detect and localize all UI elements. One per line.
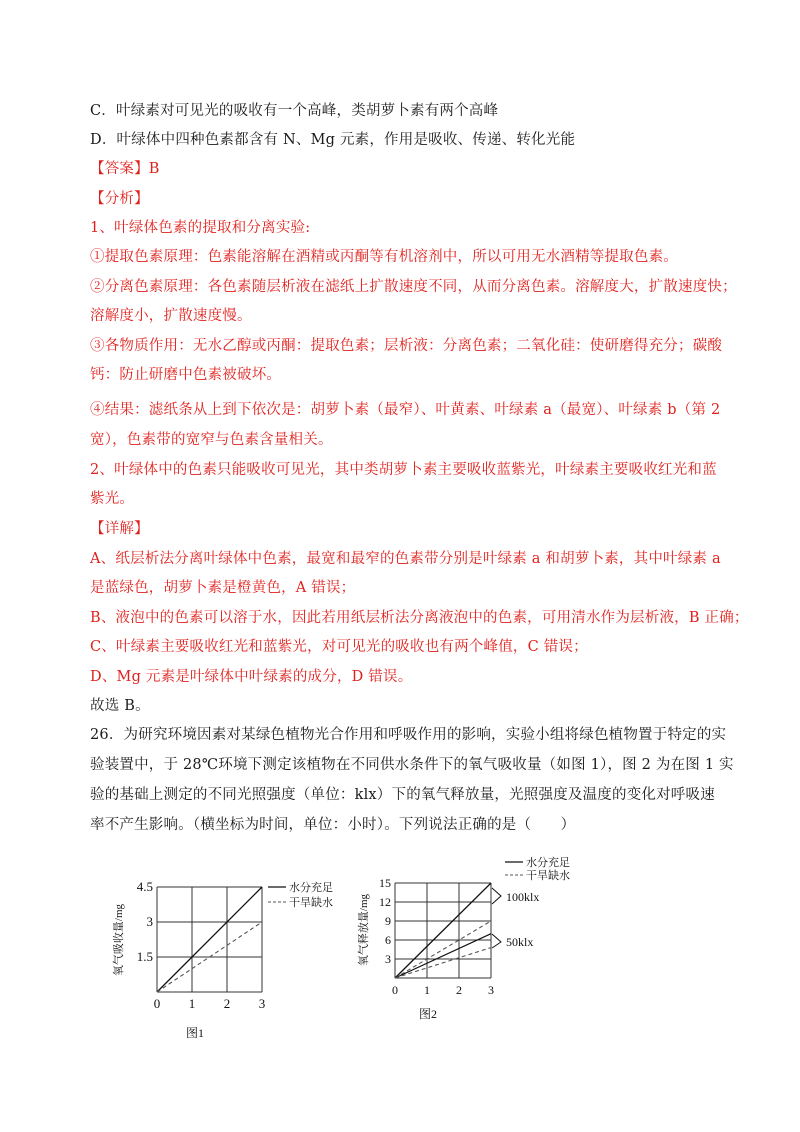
option-d: D．叶绿体中四种色素都含有 N、Mg 元素，作用是吸收、传递、转化光能 [90, 132, 576, 148]
fig2-legend-drought: 干旱缺水 [526, 870, 570, 882]
fig1-series-ample-water [157, 887, 262, 992]
fig1-caption: 图1 [186, 1026, 205, 1040]
fig1-x-tick: 0 [153, 996, 161, 1011]
fig2-x-tick: 1 [424, 983, 430, 997]
fig2-y-tick: 3 [385, 952, 391, 966]
fig1-x-tick: 1 [188, 996, 196, 1011]
fig2-y-tick: 6 [385, 933, 391, 947]
analysis-line: 钙：防止研磨中色素被破坏。 [90, 367, 282, 383]
fig2-series-ample-100klx [395, 883, 491, 978]
detail-line: C、叶绿素主要吸收红光和蓝紫光，对可见光的吸收也有两个峰值，C 错误； [90, 639, 588, 655]
detail-line: 是蓝绿色，胡萝卜素是橙黄色，A 错误； [90, 580, 356, 596]
figure-1-chart [110, 865, 360, 1040]
fig2-annotation-50klx: 50klx [506, 935, 534, 949]
fig2-x-tick: 0 [392, 983, 398, 997]
analysis-line: ①提取色素原理：色素能溶解在酒精或丙酮等有机溶剂中，所以可用无水酒精等提取色素。 [90, 249, 678, 265]
analysis-line: ④结果：滤纸条从上到下依次是：胡萝卜素（最窄）、叶黄素、叶绿素 a（最宽）、叶绿素 b（第 2 [90, 402, 721, 418]
fig2-annotation-100klx: 100klx [506, 890, 540, 904]
analysis-heading: 【分析】 [90, 191, 149, 207]
fig1-x-tick: 3 [258, 996, 266, 1011]
figure-2-chart [355, 848, 595, 1023]
analysis-line: 紫光。 [90, 491, 135, 507]
fig2-x-tick: 3 [488, 983, 494, 997]
analysis-line: 溶解度小，扩散速度慢。 [90, 308, 252, 324]
analysis-line: 2、叶绿体中的色素只能吸收可见光，其中类胡萝卜素主要吸收蓝紫光，叶绿素主要吸收红光和蓝 [90, 462, 717, 478]
fig1-y-label: 氧气吸收量/mg [113, 903, 125, 977]
detail-line: A、纸层析法分离叶绿体中色素，最宽和最窄的色素带分别是叶绿素 a 和胡萝卜素，其中叶绿素 a [90, 551, 721, 567]
fig2-series-drought-100klx [395, 921, 491, 978]
fig1-legend-ample-water: 水分充足 [289, 882, 333, 894]
fig1-y-tick: 4.5 [136, 879, 153, 894]
answer-label: 【答案】B [90, 161, 160, 177]
analysis-line: 宽），色素带的宽窄与色素含量相关。 [90, 432, 333, 448]
detail-line: D、Mg 元素是叶绿体中叶绿素的成分，D 错误。 [90, 669, 413, 685]
fig2-caption: 图2 [419, 1007, 438, 1021]
fig2-bracket-50klx [492, 934, 501, 948]
fig2-legend-ample-water: 水分充足 [526, 857, 570, 869]
final-choice: 故选 B。 [90, 698, 150, 714]
fig2-series-drought-50klx [395, 948, 491, 978]
analysis-line: 1、叶绿体色素的提取和分离实验: [90, 220, 311, 236]
fig1-y-tick: 1.5 [136, 949, 153, 964]
option-c: C．叶绿素对可见光的吸收有一个高峰，类胡萝卜素有两个高峰 [90, 103, 499, 119]
fig2-y-tick: 15 [379, 876, 391, 890]
fig1-legend-drought: 干旱缺水 [289, 897, 333, 909]
fig2-y-tick: 9 [385, 914, 391, 928]
question-text: 验的基础上测定的不同光照强度（单位：klx）下的氧气释放量，光照强度及温度的变化对呼吸速 [90, 787, 715, 803]
fig2-y-tick: 12 [379, 895, 391, 909]
fig2-y-label: 氧气释放量/mg [358, 893, 370, 967]
question-text: 26．为研究环境因素对某绿色植物光合作用和呼吸作用的影响，实验小组将绿色植物置于特定的实 [90, 727, 727, 743]
fig2-bracket-100klx [492, 888, 501, 904]
detail-heading: 【详解】 [90, 521, 149, 537]
question-text: 验装置中，于 28℃环境下测定该植物在不同供水条件下的氧气吸收量（如图 1），图 2 为在图 1 实 [90, 757, 734, 773]
analysis-line: ③各物质作用：无水乙醇或丙酮：提取色素；层析液：分离色素；二氧化硅：使研磨得充分；碳酸 [90, 338, 723, 354]
fig1-y-tick: 3 [146, 914, 153, 929]
detail-line: B、液泡中的色素可以溶于水，因此若用纸层析法分离液泡中的色素，可用清水作为层析液，B 正确； [90, 610, 749, 626]
fig2-x-tick: 2 [456, 983, 462, 997]
fig1-x-tick: 2 [223, 996, 231, 1011]
question-text: 率不产生影响。（横坐标为时间，单位：小时）。下列说法正确的是（ ） [90, 817, 576, 833]
analysis-line: ②分离色素原理：各色素随层析液在滤纸上扩散速度不同，从而分离色素。溶解度大，扩散速度快； [90, 279, 737, 295]
